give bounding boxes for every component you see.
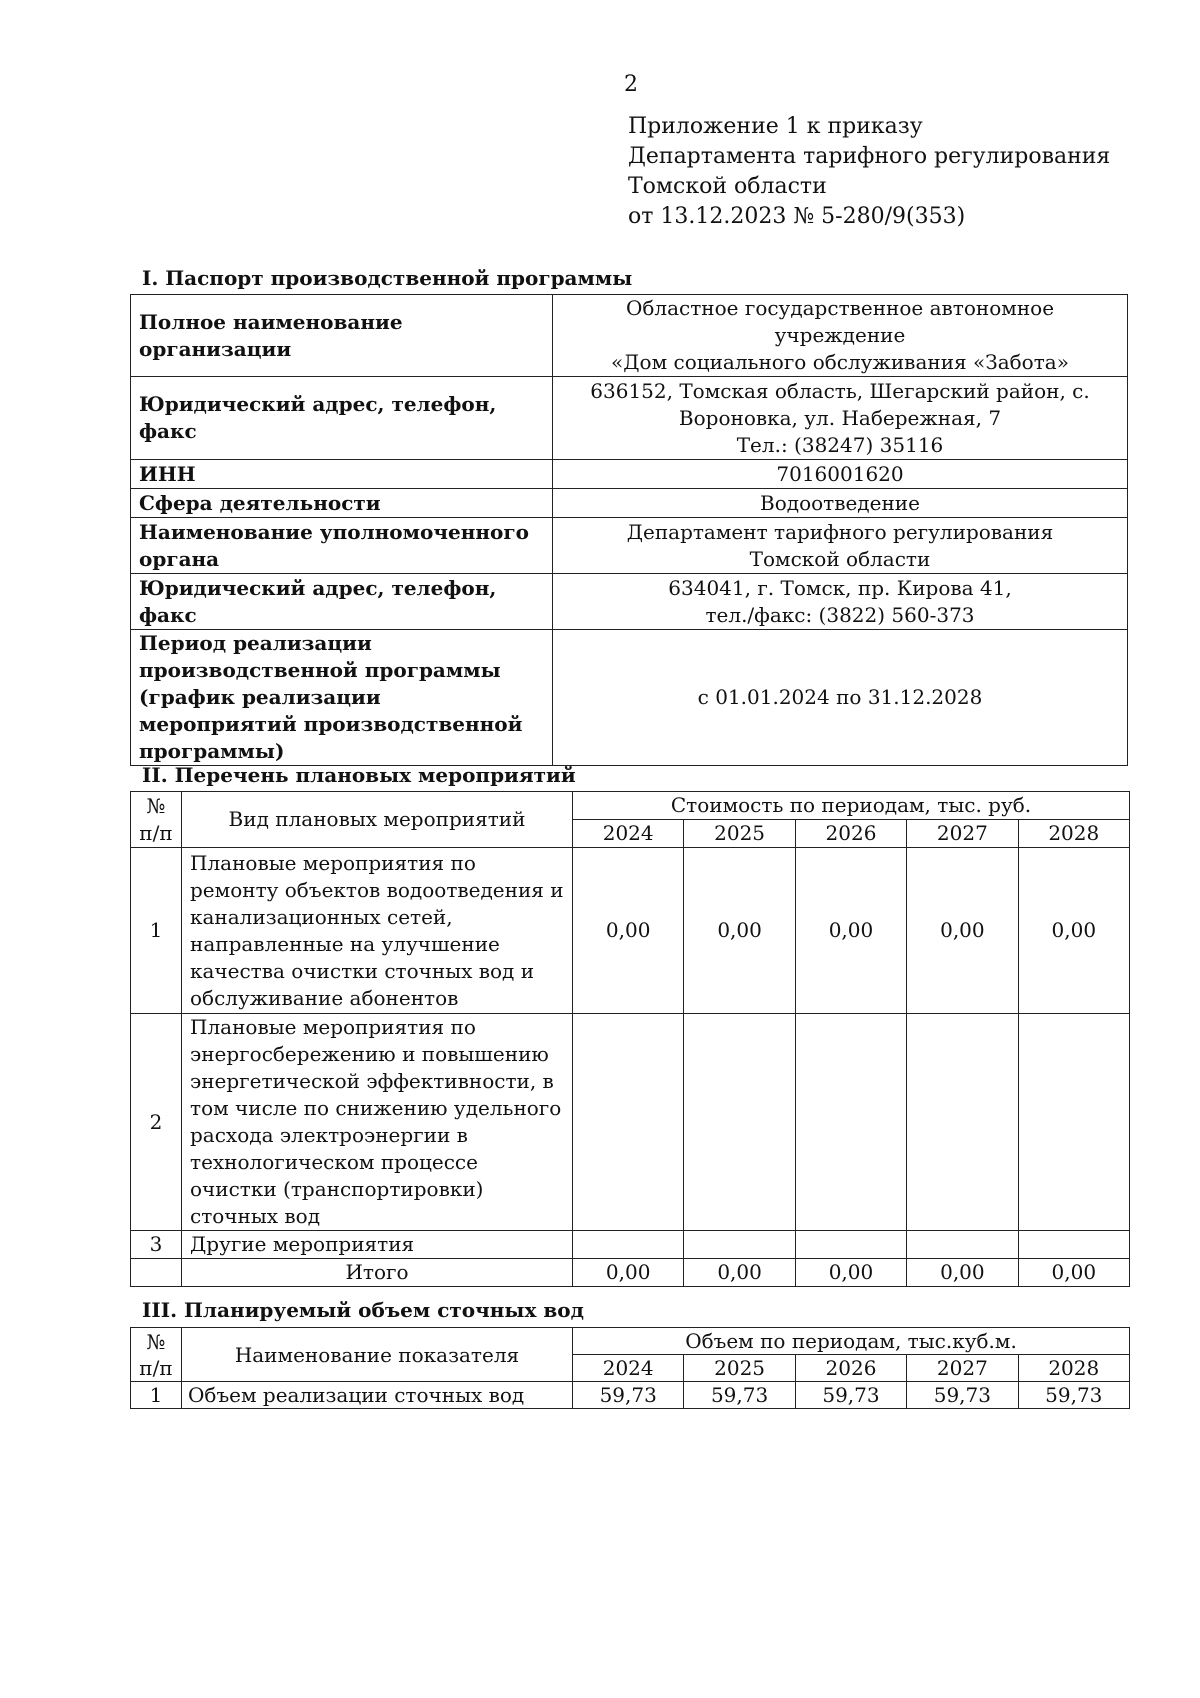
header-year: 2027 [907, 820, 1018, 848]
volume-table [130, 1327, 1130, 1409]
value-line: Вороновка, ул. Набережная, 7 [678, 405, 1002, 430]
row-value: 59,73 [907, 1382, 1018, 1409]
value-line: Водоотведение [760, 490, 920, 515]
page-number: 2 [624, 72, 638, 97]
row-value: 0,00 [573, 848, 684, 1014]
table-cell-value [553, 574, 1128, 630]
row-name: Другие мероприятия [182, 1231, 573, 1259]
header-name: Наименование показателя [182, 1328, 573, 1382]
row-value [1018, 1231, 1129, 1259]
table-cell-key: Полное наименование организации [131, 295, 553, 377]
table-cell-key: Наименование уполномоченного органа [131, 518, 553, 574]
section-title-measures: II. Перечень плановых мероприятий [142, 763, 576, 787]
row-value: 0,00 [1018, 848, 1129, 1014]
value-line: 634041, г. Томск, пр. Кирова 41, [668, 575, 1012, 600]
total-value: 0,00 [684, 1259, 795, 1287]
appendix-line: Приложение 1 к приказу [628, 114, 923, 139]
appendix-line: от 13.12.2023 № 5-280/9(353) [628, 204, 966, 229]
total-value: 0,00 [1018, 1259, 1129, 1287]
row-value: 59,73 [573, 1382, 684, 1409]
table-cell-value [553, 460, 1128, 489]
header-year: 2025 [684, 1355, 795, 1382]
value-line: Департамент тарифного регулирования [626, 519, 1054, 544]
table-cell-value [553, 489, 1128, 518]
header-year: 2025 [684, 820, 795, 848]
value-line: Областное государственное автономное учреждение [625, 296, 1055, 347]
table-total-row [131, 1259, 1130, 1287]
row-num: 3 [131, 1231, 182, 1259]
total-num [131, 1259, 182, 1287]
table-cell-value [553, 295, 1128, 377]
header-num: № п/п [131, 792, 182, 848]
header-year: 2024 [573, 820, 684, 848]
row-name: Плановые мероприятия по энергосбережению и повышению энергетической эффективности, в том числе по снижению удельного расхода электроэнергии в технологическом процессе очистки (транспортировки) сточных вод [182, 1014, 573, 1231]
header-name: Вид плановых мероприятий [182, 792, 573, 848]
table-cell-key: Юридический адрес, телефон, факс [131, 574, 553, 630]
row-value: 0,00 [795, 848, 906, 1014]
section-title-passport: I. Паспорт производственной программы [142, 266, 633, 290]
row-value: 0,00 [907, 848, 1018, 1014]
table-row [131, 489, 1128, 518]
table-row [131, 295, 1128, 377]
table-cell-key: Сфера деятельности [131, 489, 553, 518]
header-year: 2026 [795, 820, 906, 848]
row-value [907, 1014, 1018, 1231]
table-header-row [131, 792, 1130, 820]
total-label: Итого [182, 1259, 573, 1287]
table-row [131, 1382, 1130, 1409]
value-line: «Дом социального обслуживания «Забота» [611, 350, 1069, 374]
table-row [131, 460, 1128, 489]
header-year: 2028 [1018, 1355, 1129, 1382]
value-line: тел./факс: (3822) 560-373 [705, 602, 975, 627]
row-value [907, 1231, 1018, 1259]
total-value: 0,00 [907, 1259, 1018, 1287]
header-num: № п/п [131, 1328, 182, 1382]
table-row [131, 630, 1128, 766]
total-value: 0,00 [573, 1259, 684, 1287]
table-header-row [131, 1328, 1130, 1355]
table-cell-value [553, 377, 1128, 460]
row-value: 59,73 [1018, 1382, 1129, 1409]
row-value [684, 1014, 795, 1231]
appendix-line: Департамента тарифного регулирования [628, 144, 1111, 169]
row-value: 59,73 [684, 1382, 795, 1409]
header-year: 2027 [907, 1355, 1018, 1382]
table-cell-key: Юридический адрес, телефон, факс [131, 377, 553, 460]
value-line: с 01.01.2024 по 31.12.2028 [697, 685, 983, 709]
table-cell-value [553, 630, 1128, 766]
header-year: 2024 [573, 1355, 684, 1382]
table-cell-key: ИНН [131, 460, 553, 489]
row-value: 0,00 [684, 848, 795, 1014]
table-row [131, 1014, 1130, 1231]
row-num: 1 [131, 1382, 182, 1409]
value-line: 7016001620 [776, 461, 904, 486]
table-cell-key: Период реализации производственной программы (график реализации мероприятий производственной программы) [131, 630, 553, 766]
header-cost: Стоимость по периодам, тыс. руб. [573, 792, 1130, 820]
header-volume: Объем по периодам, тыс.куб.м. [573, 1328, 1130, 1355]
value-line: Томской области [749, 546, 931, 571]
row-name: Плановые мероприятия по ремонту объектов водоотведения и канализационных сетей, направленные на улучшение качества очистки сточных вод и обслуживание абонентов [182, 848, 573, 1014]
row-value [684, 1231, 795, 1259]
row-num: 2 [131, 1014, 182, 1231]
row-value [795, 1014, 906, 1231]
passport-table [130, 294, 1128, 766]
table-row [131, 1231, 1130, 1259]
measures-table [130, 791, 1130, 1287]
row-value [1018, 1014, 1129, 1231]
row-value [573, 1014, 684, 1231]
header-year: 2028 [1018, 820, 1129, 848]
value-line: Тел.: (38247) 35116 [736, 432, 944, 457]
table-row [131, 518, 1128, 574]
row-value [573, 1231, 684, 1259]
row-value: 59,73 [795, 1382, 906, 1409]
header-year: 2026 [795, 1355, 906, 1382]
row-num: 1 [131, 848, 182, 1014]
row-name: Объем реализации сточных вод [182, 1382, 573, 1409]
table-row [131, 574, 1128, 630]
value-line: 636152, Томская область, Шегарский район, с. [590, 378, 1090, 403]
table-row [131, 377, 1128, 460]
appendix-line: Томской области [628, 174, 827, 199]
row-value [795, 1231, 906, 1259]
table-row [131, 848, 1130, 1014]
table-cell-value [553, 518, 1128, 574]
section-title-volume: III. Планируемый объем сточных вод [142, 1298, 584, 1322]
appendix-header [628, 112, 1110, 232]
total-value: 0,00 [795, 1259, 906, 1287]
